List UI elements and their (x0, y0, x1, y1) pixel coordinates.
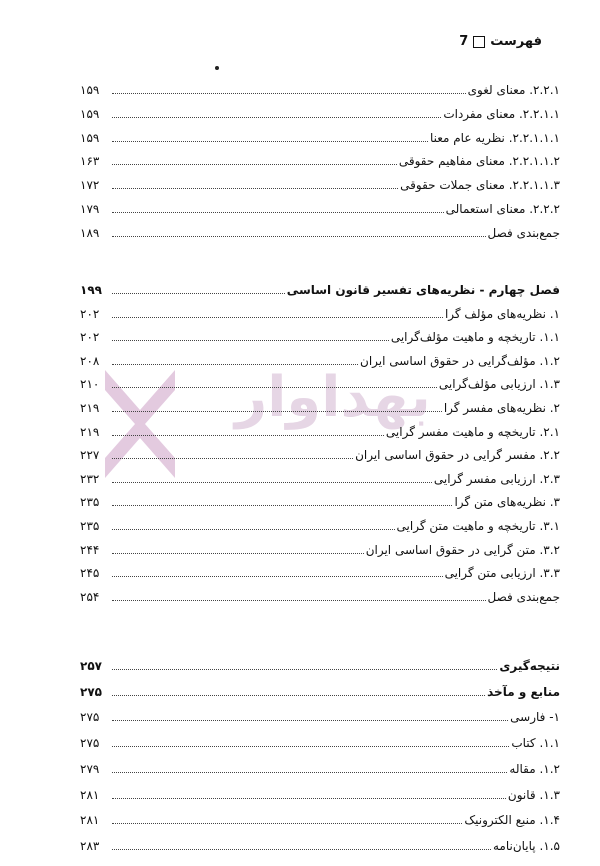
leader-dots (112, 669, 497, 670)
toc-entry-page: ۲۰۲ (80, 306, 100, 321)
toc-entry-page: ۲۴۴ (80, 542, 100, 557)
leader-dots (112, 482, 432, 483)
toc-entry-title: ۱. نظریه‌های مؤلف گرا (444, 306, 560, 321)
leader-dots (112, 849, 491, 850)
toc-entry (80, 469, 560, 489)
toc-entry (80, 836, 560, 856)
toc-entry (80, 656, 560, 676)
toc-entry-page: ۱۹۹ (80, 283, 102, 297)
leader-dots (112, 212, 444, 213)
toc-entry-title: ۱.۲. مقاله (509, 761, 560, 776)
toc-entry (80, 223, 560, 243)
toc-entry-title: ۱.۱. تاریخچه و ماهیت مؤلف‌گرایی (390, 330, 560, 345)
toc-entry (80, 304, 560, 324)
toc-entry-title: منابع و مآخذ (487, 684, 560, 699)
toc-entry-page: ۲۱۹ (80, 401, 100, 415)
leader-dots (112, 529, 395, 530)
header-title: فهرست (490, 34, 542, 49)
page-header (459, 34, 542, 49)
toc-entry-page: ۲۰۸ (80, 353, 100, 368)
toc-entry (80, 327, 560, 347)
leader-dots (112, 505, 452, 506)
toc-entry-title: ۲.۲.۱. معنای لغوی (467, 83, 560, 97)
toc-entry (80, 810, 560, 830)
toc-entry-page: ۲۰۲ (80, 330, 100, 345)
toc-entry-title: ۲.۳. ارزیابی مفسر گرایی (433, 471, 560, 486)
toc-entry (80, 707, 560, 727)
dot-mark (215, 66, 219, 70)
toc-entry (80, 785, 560, 805)
toc-entry-title: فصل چهارم - نظریه‌های تفسیر قانون اساسی (286, 283, 560, 297)
toc-entry-title: نتیجه‌گیری (499, 659, 560, 673)
square-icon (473, 36, 485, 48)
leader-dots (112, 364, 358, 365)
toc-entry-page: ۲۲۷ (80, 448, 100, 463)
toc-entry (80, 445, 560, 465)
toc-entry-page: ۲۸۱ (80, 787, 100, 802)
toc-entry-page: ۱۵۹ (80, 83, 100, 97)
leader-dots (112, 720, 508, 721)
toc-entry (80, 280, 560, 300)
toc-entry-title: ۱- فارسی (510, 710, 560, 725)
toc-entry (80, 80, 560, 100)
leader-dots (112, 164, 397, 165)
toc-entry-page: ۲۳۵ (80, 495, 100, 510)
toc-entry-title: ۱.۳. قانون (507, 787, 560, 802)
toc-entry (80, 759, 560, 779)
toc-entry (80, 175, 560, 195)
toc-entry-title: ۳.۱. تاریخچه و ماهیت متن گرایی (396, 519, 560, 533)
toc-entry-page: ۲۳۵ (80, 519, 100, 533)
leader-dots (112, 340, 389, 341)
leader-dots (112, 236, 486, 237)
toc-entry (80, 492, 560, 512)
toc-entry-title: جمع‌بندی فصل (487, 225, 560, 240)
watermark-text: بهداوار (235, 365, 431, 430)
toc-entry (80, 516, 560, 536)
toc-entry-title: جمع‌بندی فصل (487, 589, 560, 604)
leader-dots (112, 93, 466, 94)
toc-entry (80, 128, 560, 148)
leader-dots (112, 823, 462, 824)
toc-entry-page: ۲۴۵ (80, 566, 100, 581)
toc-entry-title: ۲.۲.۲. معنای استعمالی (445, 202, 560, 216)
toc-entry (80, 374, 560, 394)
toc-entry-page: ۲۱۰ (80, 377, 100, 392)
toc-entry-title: ۲.۲.۱.۱.۲. معنای مفاهیم حقوقی (398, 154, 560, 169)
page-number: 7 (459, 34, 469, 49)
toc-entry-title: ۲.۲.۱.۱. معنای مفردات (443, 106, 560, 121)
toc-entry-page: ۲۸۱ (80, 813, 100, 828)
toc-entry-page: ۱۵۹ (80, 106, 100, 121)
leader-dots (112, 293, 285, 294)
toc-entry-title: ۱.۴. منبع الکترونیک (464, 813, 560, 828)
toc-entry-title: ۲. نظریه‌های مفسر گرا (443, 401, 560, 415)
leader-dots (112, 141, 428, 142)
toc-entry (80, 587, 560, 607)
toc-entry-page: ۱۵۹ (80, 130, 100, 145)
toc-entry-title: ۳.۲. متن گرایی در حقوق اساسی ایران (365, 542, 560, 557)
toc-entry-page: ۱۷۹ (80, 202, 100, 216)
leader-dots (112, 746, 509, 747)
toc-entry-page: ۲۷۹ (80, 761, 100, 776)
leader-dots (112, 576, 443, 577)
toc-entry (80, 422, 560, 442)
toc-entry-title: ۲.۱. تاریخچه و ماهیت مفسر گرایی (385, 424, 560, 439)
leader-dots (112, 772, 507, 773)
leader-dots (112, 458, 353, 459)
toc-entry (80, 540, 560, 560)
toc-entry-title: ۱.۲. مؤلف‌گرایی در حقوق اساسی ایران (360, 353, 560, 368)
toc-entry (80, 351, 560, 371)
leader-dots (112, 317, 443, 318)
leader-dots (112, 798, 506, 799)
leader-dots (112, 387, 437, 388)
toc-entry-page: ۲۷۵ (80, 710, 100, 725)
toc-entry-page: ۲۸۳ (80, 838, 100, 853)
toc-entry (80, 398, 560, 418)
toc-entry-page: ۲۱۹ (80, 424, 100, 439)
toc-entry-title: ۱.۵. پایان‌نامه (492, 838, 560, 853)
toc-entry (80, 104, 560, 124)
toc-entry-page: ۱۷۲ (80, 178, 100, 193)
toc-entry-page: ۲۳۲ (80, 471, 100, 486)
toc-entry (80, 733, 560, 753)
toc-entry-title: ۳. نظریه‌های متن گرا (454, 495, 560, 510)
toc-entry (80, 682, 560, 702)
toc-entry-page: ۲۵۷ (80, 659, 102, 673)
toc-entry-title: ۱.۳. ارزیابی مؤلف‌گرایی (438, 377, 560, 392)
leader-dots (112, 411, 442, 412)
toc-entry-title: ۲.۲. مفسر گرایی در حقوق اساسی ایران (355, 448, 560, 463)
leader-dots (112, 600, 486, 601)
toc-entry-title: ۲.۲.۱.۱.۱. نظریه عام معنا (429, 130, 560, 145)
toc-entry-title: ۳.۳. ارزیابی متن گرایی (444, 566, 560, 581)
toc-entry (80, 563, 560, 583)
toc-entry-page: ۲۵۴ (80, 589, 100, 604)
leader-dots (112, 117, 441, 118)
leader-dots (112, 435, 384, 436)
toc-entry-title: ۱.۱. کتاب (511, 736, 560, 751)
toc-entry (80, 199, 560, 219)
toc-entry (80, 151, 560, 171)
toc-entry-page: ۲۷۵ (80, 684, 102, 699)
toc-entry-title: ۲.۲.۱.۱.۳. معنای جملات حقوقی (400, 178, 560, 193)
toc-entry-page: ۱۸۹ (80, 225, 100, 240)
toc-entry-page: ۱۶۳ (80, 154, 100, 169)
toc-entry-page: ۲۷۵ (80, 736, 100, 751)
leader-dots (112, 188, 398, 189)
leader-dots (112, 553, 364, 554)
leader-dots (112, 695, 485, 696)
